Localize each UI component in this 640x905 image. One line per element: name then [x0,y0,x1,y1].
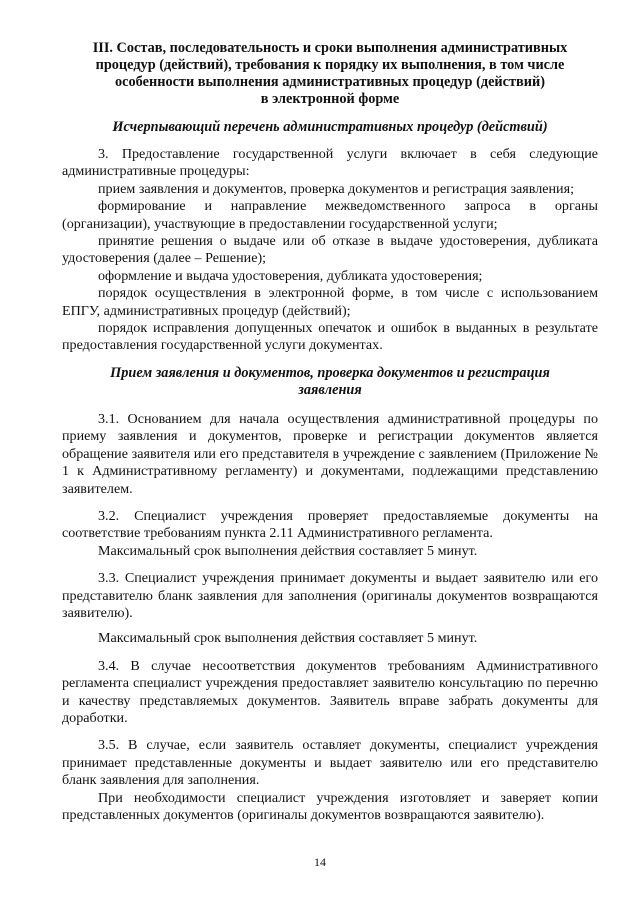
page-number: 14 [314,855,326,869]
list-item: оформление и выдача удостоверения, дубликата удостоверения; [98,267,483,284]
document-page [62,40,598,824]
section-title-line: III. Состав, последовательность и сроки выполнения административных [92,40,568,56]
subsection-title-application-intake [62,365,598,399]
paragraph-3-3-term: Максимальный срок выполнения действия составляет 5 минут. [98,630,478,647]
paragraph-3-3: 3.3. Специалист учреждения принимает документы и выдает заявителю или его представителю бланк заявления для заполнения (оригиналы документов возвращаются заявителю). [62,570,598,621]
list-item: порядок исправления допущенных опечаток и ошибок в выданных в результате предоставления государственной услуги документах. [62,320,598,354]
paragraph-3-5-copies: При необходимости специалист учреждения изготовляет и заверяет копии представленных документов (оригиналы документов возвращаются заявителю). [62,789,598,823]
section-title-line: в электронной форме [260,91,400,107]
list-item: принятие решения о выдаче или об отказе в выдаче удостоверения, дубликата удостоверения (далее – Решение); [62,233,598,267]
list-item: формирование и направление межведомственного запроса в органы (организации), участвующие в предоставлении государственной услуги; [62,198,598,232]
paragraph-3-2-term: Максимальный срок выполнения действия составляет 5 минут. [98,542,478,559]
subsection-title-line: Прием заявления и документов, проверка документов и регистрация [110,364,550,381]
paragraph-3-5: 3.5. В случае, если заявитель оставляет документы, специалист учреждения принимает представленные документы и выдает заявителю или его представителю бланк заявления для заполнения. [62,737,598,789]
paragraph-3-1: 3.1. Основанием для начала осуществления административной процедуры по приему заявления и документов, проверке и регистрации документов является обращение заявителя или его представителя в учреждение с заявлением (Приложение № 1 к Административному регламенту) и документами, подлежащими представлению заявителем. [62,410,598,497]
paragraph-3-4: 3.4. В случае несоответствия документов требованиям Административного регламента специалист учреждения предоставляет заявителю консультацию по перечню и качеству представляемых документов. Заявитель вправе забрать документы для доработки. [62,657,598,726]
subsection-title-line: Исчерпывающий перечень административных процедур (действий) [112,119,548,135]
paragraph-3-2: 3.2. Специалист учреждения проверяет предоставляемые документы на соответствие требованиям пункта 2.11 Административного регламента. [62,507,598,542]
section-title-line: особенности выполнения административных процедур (действий) [115,74,545,90]
list-item: прием заявления и документов, проверка документов и регистрация заявления; [98,180,574,197]
section-title [62,40,598,108]
section-title-line: процедур (действий), требования к порядку их выполнения, в том числе [95,57,565,73]
subsection-title-line: заявления [298,381,362,398]
list-item: порядок осуществления в электронной форме, в том числе с использованием ЕПГУ, административных процедур (действий); [62,285,598,319]
list-intro-paragraph: 3. Предоставление государственной услуги включает в себя следующие административные процедуры: [62,146,598,180]
subsection-title-procedures-list [62,119,598,136]
